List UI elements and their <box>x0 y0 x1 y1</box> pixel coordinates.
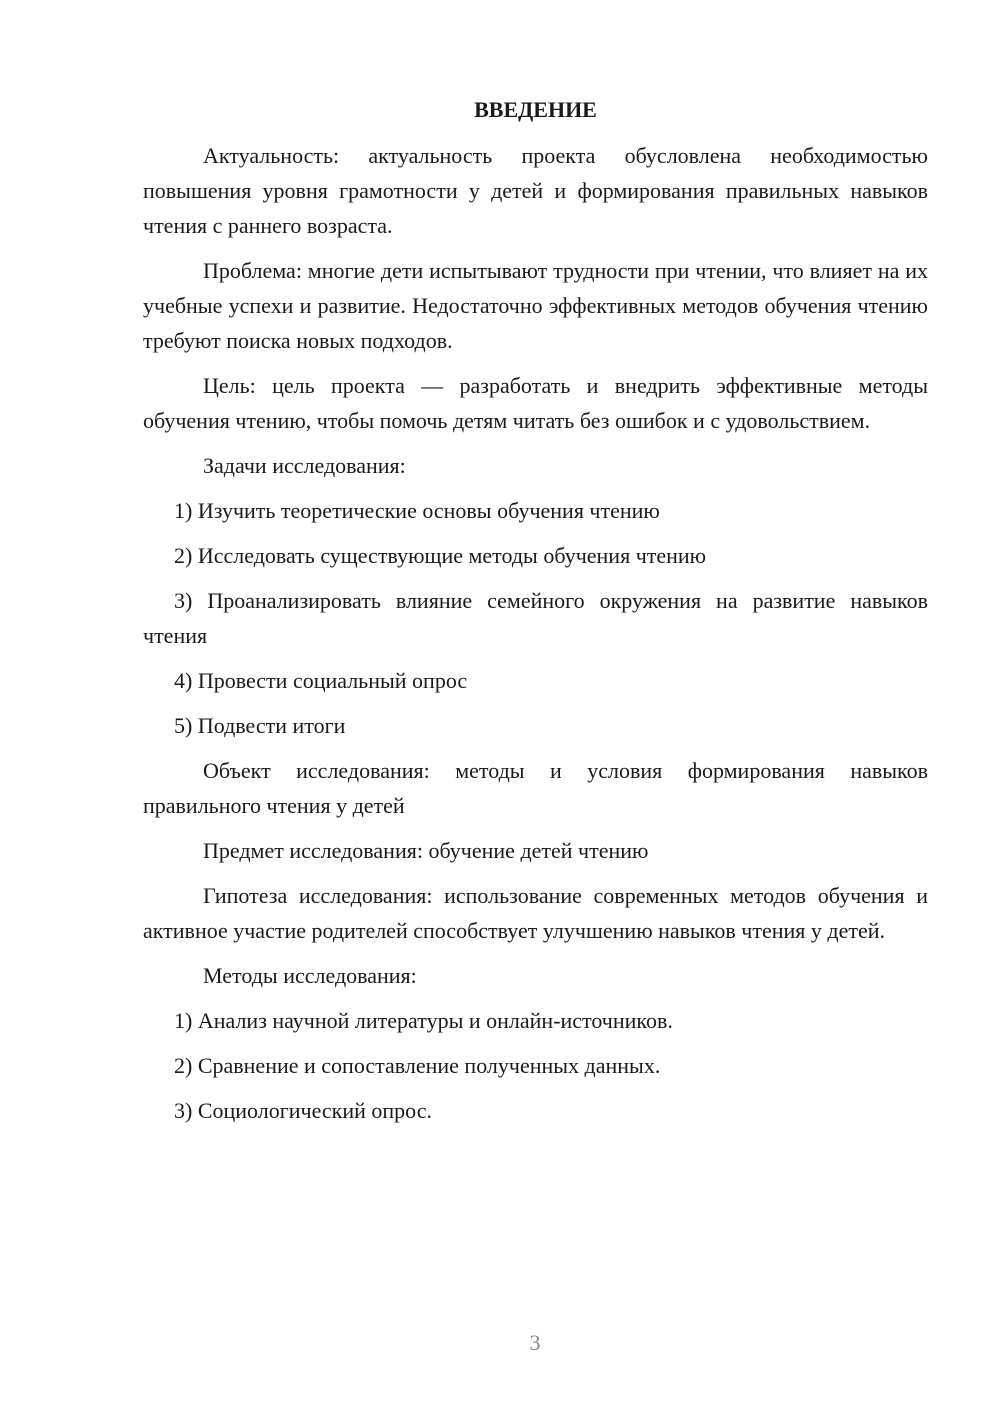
task-item: 2) Исследовать существующие методы обучения чтению <box>174 543 707 568</box>
relevance-paragraph: Актуальность: актуальность проекта обусловлена необходимостью повышения уровня грамотности у детей и формирования правильных навыков чтения с раннего возраста. <box>143 143 928 238</box>
page-title: ВВЕДЕНИЕ <box>474 97 597 122</box>
task-item: 4) Провести социальный опрос <box>174 668 468 693</box>
methods-heading: Методы исследования: <box>203 963 417 988</box>
object-paragraph: Объект исследования: методы и условия формирования навыков правильного чтения у детей <box>143 758 928 818</box>
subject-paragraph: Предмет исследования: обучение детей чтению <box>203 838 649 863</box>
tasks-heading: Задачи исследования: <box>203 453 406 478</box>
task-item: 1) Изучить теоретические основы обучения чтению <box>174 498 660 523</box>
method-item: 1) Анализ научной литературы и онлайн-источников. <box>174 1008 673 1033</box>
task-item: 3) Проанализировать влияние семейного окружения на развитие навыков чтения <box>143 588 928 648</box>
problem-paragraph: Проблема: многие дети испытывают трудности при чтении, что влияет на их учебные успехи и развитие. Недостаточно эффективных методов обучения чтению требуют поиска новых подходов. <box>143 258 928 353</box>
method-item: 2) Сравнение и сопоставление полученных данных. <box>174 1053 661 1078</box>
task-item: 5) Подвести итоги <box>174 713 346 738</box>
hypothesis-paragraph: Гипотеза исследования: использование современных методов обучения и активное участие родителей способствует улучшению навыков чтения у детей. <box>143 883 928 943</box>
page-number: 3 <box>529 1330 541 1355</box>
goal-paragraph: Цель: цель проекта — разработать и внедрить эффективные методы обучения чтению, чтобы помочь детям читать без ошибок и с удовольствием. <box>143 373 928 433</box>
document-page <box>143 92 928 1138</box>
method-item: 3) Социологический опрос. <box>174 1098 432 1123</box>
